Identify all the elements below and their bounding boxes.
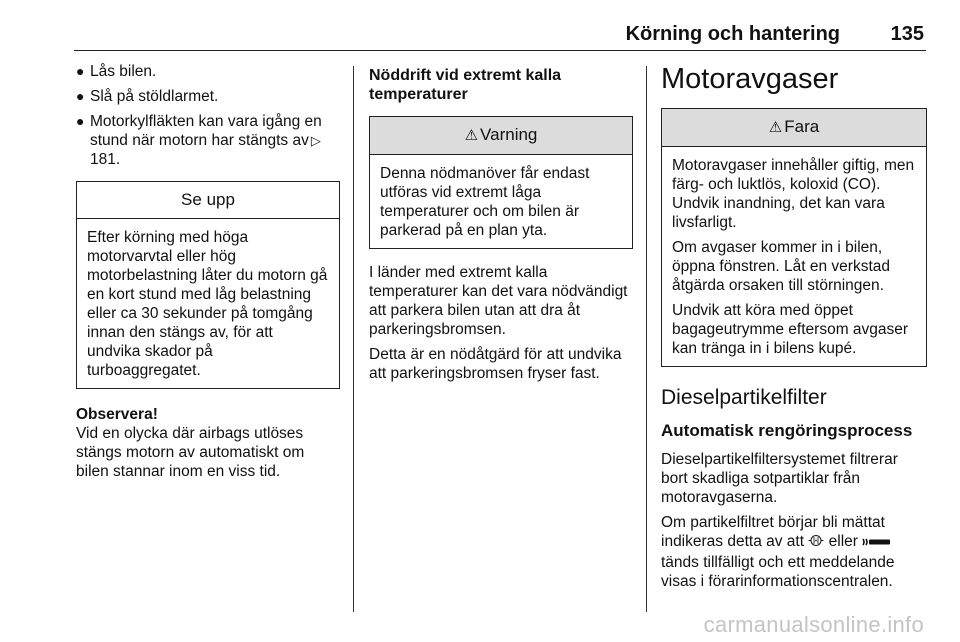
note-text: Vid en olycka där airbags utlöses stängs motorn av automatiskt om bilen stannar inom en viss tid. xyxy=(76,425,305,480)
bullet-dot: ● xyxy=(76,63,85,79)
section-heading: Nöddrift vid extremt kalla temperaturer xyxy=(369,67,562,103)
danger-text: Undvik att köra med öppet bagageutrymme eftersom avgaser kan tränga in i bilens kupé. xyxy=(672,302,909,357)
reference-arrow-icon: ▷ xyxy=(310,133,321,148)
warning-triangle-icon: ⚠ xyxy=(464,127,479,144)
caution-title: Se upp xyxy=(77,182,339,219)
subsection-heading: Automatisk rengöringsprocess xyxy=(661,421,913,440)
column-middle xyxy=(369,66,633,389)
page-reference-link[interactable]: 181. xyxy=(90,151,121,168)
list-item: ● Lås bilen. xyxy=(76,63,157,80)
page-number: 135 xyxy=(890,23,924,45)
paragraph: Om partikelfiltret börjar bli mättat indikeras detta av att eller tänds tillfälligt och ett meddelande visas i förarinformationscentralen. xyxy=(661,514,895,590)
danger-text: Motoravgaser innehåller giftig, men färg- och luktlös, koloxid (CO). Undvik inandning, det kan vara livsfarligt. xyxy=(672,157,915,231)
warning-triangle-icon: ⚠ xyxy=(768,119,783,136)
warning-box xyxy=(369,116,633,249)
danger-title: Fara xyxy=(784,117,820,136)
paragraph: Dieselpartikelfiltersystemet filtrerar bort skadliga sotpartiklar från motoravgaserna. xyxy=(661,451,898,506)
diesel-particulate-filter-icon xyxy=(808,533,824,553)
paragraph: Detta är en nödåtgärd för att undvika att parkeringsbromsen fryser fast. xyxy=(369,346,622,382)
column-divider xyxy=(353,66,354,612)
page-title: Motoravgaser xyxy=(661,63,839,95)
paragraph: I länder med extremt kalla temperaturer kan det vara nödvändigt att parkera bilen utan att dra åt parkeringsbromsen. xyxy=(369,264,628,338)
list-item: ● Motorkylfläkten kan vara igång en stund när motorn har stängts av ▷181. xyxy=(76,113,322,168)
column-divider xyxy=(646,66,647,612)
list-item: ● Slå på stöldlarmet. xyxy=(76,88,219,105)
watermark: carmanualsonline.info xyxy=(703,612,924,637)
glow-plug-icon xyxy=(862,534,892,553)
page-header xyxy=(74,20,926,51)
column-left xyxy=(76,62,340,481)
warning-text: Denna nödmanöver får endast utföras vid extremt låga temperaturer och om bilen är parkerad på en plan yta. xyxy=(380,165,590,239)
danger-box xyxy=(661,108,927,367)
caution-text: Efter körning med höga motorvarvtal eller hög motorbelastning låter du motorn gå en kort stund med låg belastning eller ca 30 sekunder på tomgång innan den stängs av, för att undvika skador på turboaggregatet. xyxy=(87,229,328,379)
danger-text: Om avgaser kommer in i bilen, öppna fönstren. Låt en verkstad åtgärda orsaken till störningen. xyxy=(672,239,891,294)
warning-title: Varning xyxy=(480,125,538,144)
caution-box xyxy=(76,181,340,389)
header-title: Körning och hantering xyxy=(625,23,840,45)
bullet-dot: ● xyxy=(76,113,85,129)
section-heading: Dieselpartikelfilter xyxy=(661,386,827,409)
note-title: Observera! xyxy=(76,406,158,423)
bullet-list xyxy=(76,62,340,169)
column-right xyxy=(661,62,927,597)
bullet-dot: ● xyxy=(76,88,85,104)
